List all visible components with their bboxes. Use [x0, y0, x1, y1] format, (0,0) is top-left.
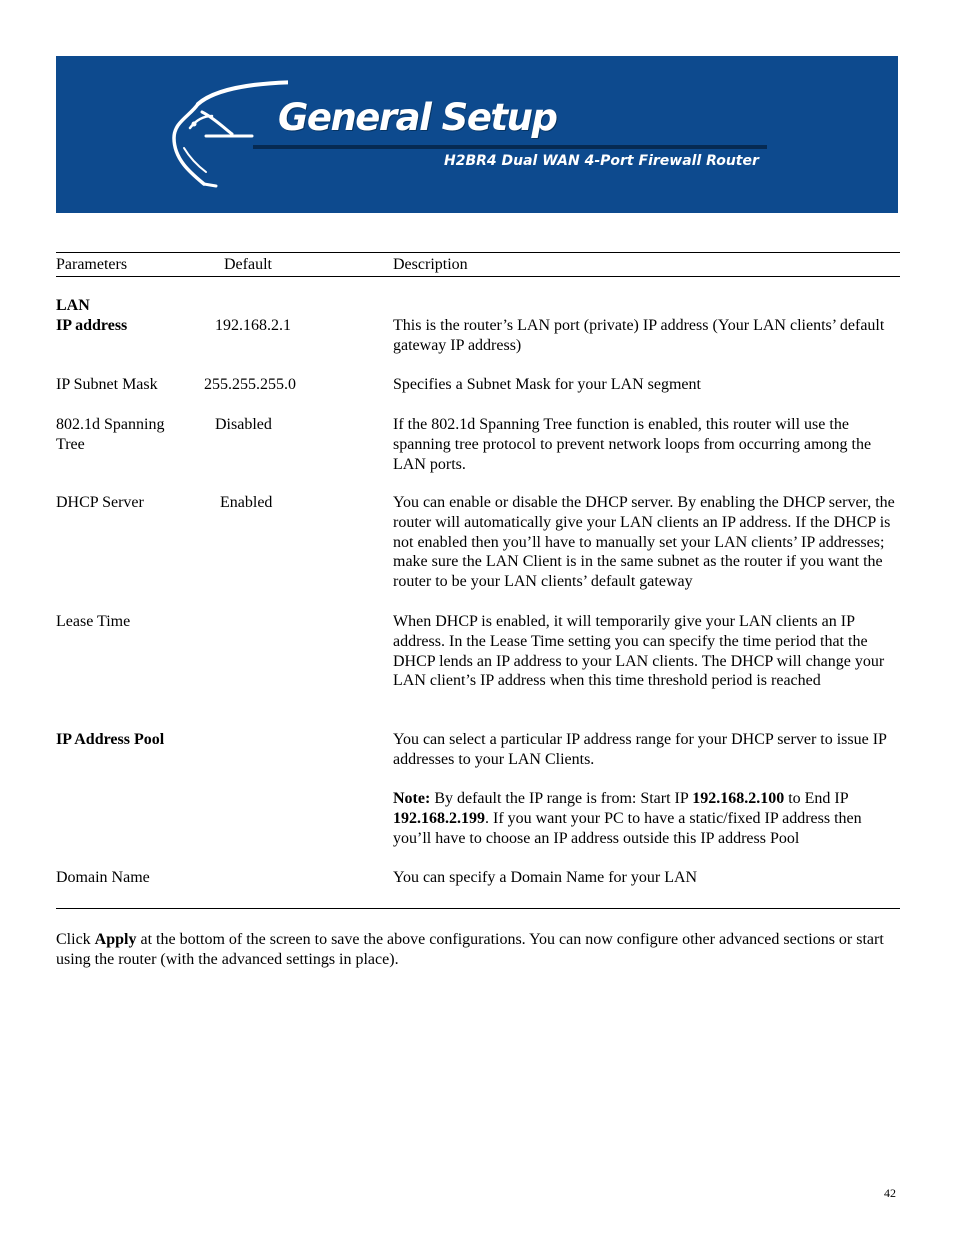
desc-ip-address-pool: You can select a particular IP address range for your DHCP server to issue IP addresses to your LAN Clients. [393, 731, 887, 768]
eagle-logo-icon [168, 74, 288, 189]
page-number: 42 [884, 1186, 896, 1200]
note-end-ip: 192.168.2.199 [393, 809, 485, 827]
desc-domain-name: You can specify a Domain Name for your LAN [393, 869, 698, 886]
desc-spanning-tree: If the 802.1d Spanning Tree function is enabled, this router will use the spanning tree protocol to prevent network loops from occurring among the LAN ports. [393, 416, 872, 473]
header-parameters: Parameters [56, 256, 128, 273]
banner-subtitle: H2BR4 Dual WAN 4-Port Firewall Router [444, 153, 759, 169]
param-spanning-tree-line2: Tree [56, 436, 85, 453]
instructions-paragraph [56, 930, 902, 970]
header-banner [56, 56, 898, 213]
param-ip-address: IP address [56, 317, 128, 334]
header-default: Default [224, 256, 272, 273]
section-label-lan: LAN [56, 297, 90, 314]
note-start-ip: 192.168.2.100 [692, 790, 785, 807]
banner-divider [253, 145, 767, 149]
desc-lease-time: When DHCP is enabled, it will temporarily give your LAN clients an IP address. In the Lease Time setting you can specify the time period that the DHCP lends an IP address to your LAN clients. The DHCP will change your LAN client’s IP address when this time threshold period is reached [393, 613, 885, 690]
param-spanning-tree-line1: 802.1d Spanning [56, 416, 165, 433]
header-description: Description [393, 256, 468, 273]
param-ip-address-pool: IP Address Pool [56, 731, 165, 748]
default-subnet-mask: 255.255.255.0 [204, 376, 296, 393]
table-top-rule [56, 252, 900, 253]
desc-subnet-mask: Specifies a Subnet Mask for your LAN segment [393, 376, 701, 393]
default-dhcp-server: Enabled [220, 494, 273, 511]
note-text-2: to End IP [784, 790, 849, 807]
table-bottom-rule [56, 908, 900, 909]
default-spanning-tree: Disabled [215, 416, 272, 433]
instructions-suffix: at the bottom of the screen to save the above configurations. You can now configure other advanced sections or start using the router (with the advanced settings in place). [56, 931, 884, 968]
banner-title: General Setup [278, 96, 557, 139]
param-lease-time: Lease Time [56, 613, 131, 630]
apply-keyword: Apply [94, 931, 137, 948]
instructions-prefix: Click [56, 931, 95, 948]
note-text-1: By default the IP range is from: Start IP [430, 790, 693, 807]
note-text-3: . If you want your PC to have a static/fixed IP address then you’ll have to choose an IP address outside this IP address Pool [393, 809, 862, 847]
desc-dhcp-server: You can enable or disable the DHCP server. By enabling the DHCP server, the router will automatically give your LAN clients an IP address. If the DHCP is not enabled then you’ll have to manually set your LAN clients’ IP addresses; make sure the LAN Client is in the same subnet as the router if you want the router to be your LAN clients’ default gateway [393, 494, 895, 591]
note-label: Note: [393, 790, 431, 807]
param-subnet-mask: IP Subnet Mask [56, 376, 158, 393]
note-ip-address-pool [393, 789, 903, 848]
table-header-rule [56, 276, 900, 277]
param-domain-name: Domain Name [56, 869, 150, 886]
desc-ip-address: This is the router’s LAN port (private) IP address (Your LAN clients’ default gateway IP address) [393, 317, 885, 354]
default-ip-address: 192.168.2.1 [215, 317, 291, 334]
param-dhcp-server: DHCP Server [56, 494, 144, 511]
